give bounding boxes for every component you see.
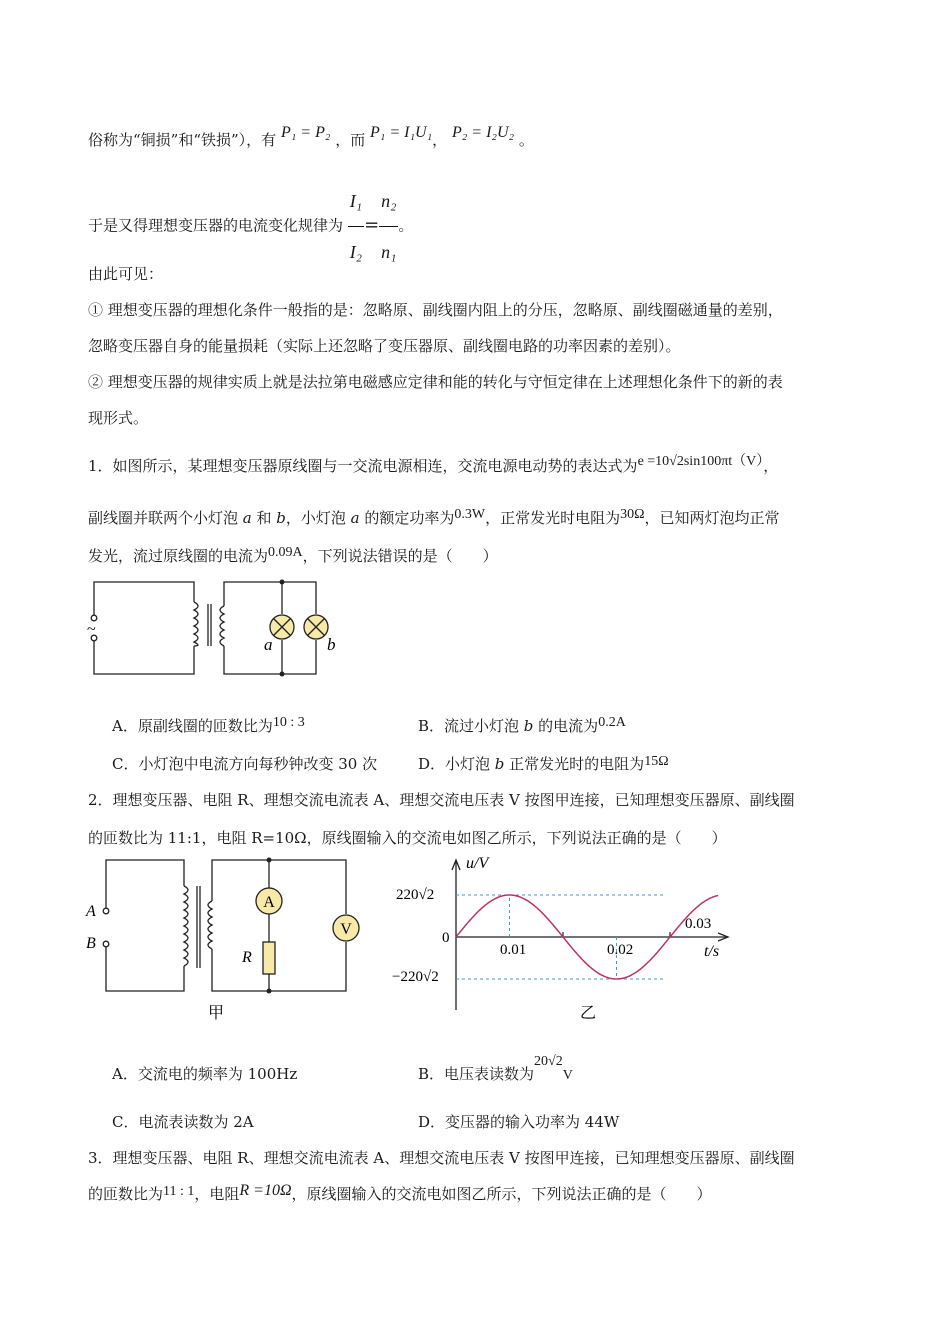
q2-line2: 的匝数比为 11:1，电阻 R=10Ω，原线圈输入的交流电如图乙所示，下列说法正确的是（ ）	[88, 829, 727, 847]
x-tick-002: 0.02	[607, 942, 634, 958]
q1-option-d[interactable]: D．小灯泡 b 正常发光时的电阻为15Ω	[418, 754, 669, 773]
svg-text:A: A	[263, 894, 275, 911]
q2-option-d[interactable]: D．变压器的输入功率为 44W	[418, 1113, 620, 1131]
text-line-point2a: ② 理想变压器的规律实质上就是法拉第电磁感应定律和能的转化与守恒定律在上述理想化条件下的新的表	[88, 373, 783, 391]
eq-secondary-power: P₂ = I₂U₂	[451, 124, 515, 141]
q1-option-a[interactable]: A．原副线圈的匝数比为10 : 3	[112, 715, 305, 735]
text-line-point1a: ① 理想变压器的理想化条件一般指的是：忽略原、副线圈内阻上的分压，忽略原、副线圈磁通量的差别，	[88, 301, 783, 319]
text-line-conclusion: 由此可见：	[88, 265, 164, 283]
q1-emf-expression: e =10√2sin100πt（V）	[637, 454, 764, 469]
text-line-losses: 俗称为“铜损”和“铁损”），有 P₁ = P₂ ，而 P₁ = I₁U₁， P₂ = I₂U₂ 。	[88, 124, 534, 149]
q2-option-b[interactable]: B．电压表读数为20√2V	[418, 1054, 573, 1083]
terminal-b-label: B	[86, 935, 96, 952]
q3-line2: 的匝数比为11 : 1，电阻R =10Ω，原线圈输入的交流电如图乙所示，下列说法正确的是（ ）	[88, 1182, 712, 1203]
eq-primary-power: P₁ = I₁U₁	[370, 124, 433, 141]
q1-option-c[interactable]: C．小灯泡中电流方向每秒钟改变 30 次	[112, 755, 378, 773]
q2-option-c[interactable]: C．电流表读数为 2A	[112, 1113, 254, 1131]
ac-source-symbol: ~	[87, 621, 96, 638]
svg-text:V: V	[340, 921, 352, 938]
q1-option-b[interactable]: B．流过小灯泡 b 的电流为0.2A	[418, 715, 626, 735]
text-line-point2b: 现形式。	[88, 409, 149, 427]
q3-line1: 3．理想变压器、电阻 R、理想交流电流表 A、理想交流电压表 V 按图甲连接，已知理想变压器原、副线圈	[88, 1149, 795, 1167]
y-tick-max: 220√2	[396, 887, 435, 903]
figure-label-yi: 乙	[580, 1005, 597, 1022]
ammeter	[256, 888, 282, 914]
eq-power-equal: P₁ = P₂	[280, 124, 331, 141]
terminal-a-label: A	[86, 903, 96, 920]
fraction-current: $\frac{\text{I₁}}{\text{I₂}}$	[348, 176, 364, 277]
resistor	[263, 942, 275, 974]
fraction-turns: $\frac{\text{n₂}}{\text{n₁}}$	[379, 176, 398, 277]
x-tick-003: 0.03	[685, 916, 712, 932]
q2-line1: 2．理想变压器、电阻 R、理想交流电流表 A、理想交流电压表 V 按图甲连接，已知理想变压器原、副线圈	[88, 791, 795, 809]
lamp-b	[304, 615, 328, 639]
q2-option-a[interactable]: A．交流电的频率为 100Hz	[112, 1065, 298, 1083]
q1-line1: 1．如图所示，某理想变压器原线圈与一交流电源相连，交流电源电动势的表达式为e =10√2sin100πt（V），	[88, 454, 779, 475]
text-line-current-law: 于是又得理想变压器的电流变化规律为 $\frac{\text{I₁}}{\text{I₂}}$ = $\frac{\text{n₂}}{\text{n₁}}$ 。	[88, 176, 413, 277]
x-tick-001: 0.01	[500, 942, 527, 958]
lamp-a-label: a	[264, 635, 273, 654]
voltmeter	[333, 915, 359, 941]
y-tick-min: −220√2	[392, 969, 439, 985]
waveform-chart	[390, 850, 740, 1022]
lamp-b-label: b	[327, 635, 336, 654]
q1-line3: 发光，流过原线圈的电流为0.09A，下列说法错误的是（ ）	[88, 545, 498, 565]
circuit-figure-1	[84, 574, 354, 684]
text-line-point1b: 忽略变压器自身的能量损耗（实际上还忽略了变压器原、副线圈电路的功率因素的差别）。	[88, 337, 681, 355]
figure-label-jia: 甲	[208, 1005, 225, 1022]
x-axis-label: t/s	[704, 943, 720, 960]
lamp-a	[270, 615, 294, 639]
resistor-label: R	[242, 949, 252, 966]
y-tick-zero: 0	[442, 930, 450, 946]
circuit-figure-jia	[84, 856, 374, 1026]
q1-line2: 副线圈并联两个小灯泡 a 和 b，小灯泡 a 的额定功率为0.3W，正常发光时电阻为30Ω，已知两灯泡均正常	[88, 507, 780, 527]
y-axis-label: u/V	[466, 855, 489, 872]
